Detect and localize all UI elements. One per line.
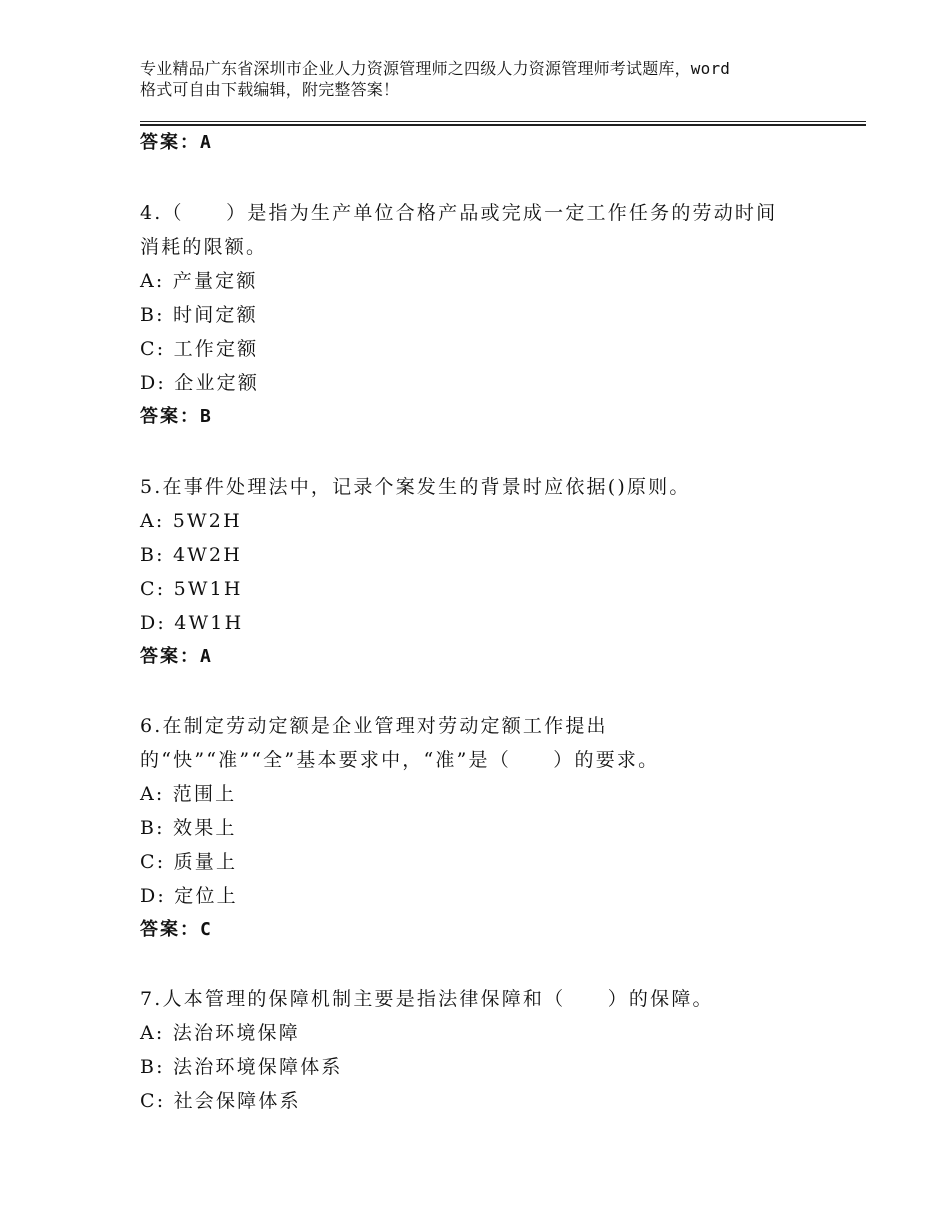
question-6-answer <box>140 918 211 942</box>
question-4-option-a: A: 产量定额 <box>140 270 258 292</box>
answer-value: B <box>200 406 211 427</box>
header-line-2: 格式可自由下载编辑，附完整答案！ <box>140 80 400 99</box>
header-divider <box>140 121 866 126</box>
answer-value: C <box>200 919 211 940</box>
answer-label: 答案： <box>140 132 200 153</box>
answer-value: A <box>200 132 211 153</box>
question-5-option-b: B: 4W2H <box>140 544 243 566</box>
question-4-stem-line-2: 消耗的限额。 <box>140 236 268 258</box>
question-5-stem: 5.在事件处理法中，记录个案发生的背景时应依据()原则。 <box>140 476 691 498</box>
question-4-answer <box>140 405 211 429</box>
question-6-option-a: A: 范围上 <box>140 783 237 805</box>
question-7-option-a: A: 法治环境保障 <box>140 1022 300 1044</box>
question-4-option-b: B: 时间定额 <box>140 304 258 326</box>
answer-label: 答案： <box>140 919 200 940</box>
question-6-option-d: D: 定位上 <box>140 885 238 907</box>
question-5-option-d: D: 4W1H <box>140 612 244 634</box>
question-6-option-c: C: 质量上 <box>140 851 238 873</box>
document-header <box>140 58 830 100</box>
question-6-stem-line-1: 6.在制定劳动定额是企业管理对劳动定额工作提出 <box>140 715 608 737</box>
answer-label: 答案： <box>140 646 200 667</box>
question-5-answer <box>140 645 211 669</box>
question-5-option-c: C: 5W1H <box>140 578 243 600</box>
question-7-stem: 7.人本管理的保障机制主要是指法律保障和（ ）的保障。 <box>140 988 714 1010</box>
question-7-option-c: C: 社会保障体系 <box>140 1090 301 1112</box>
question-5-option-a: A: 5W2H <box>140 510 242 532</box>
question-4-stem-line-1: 4.（ ）是指为生产单位合格产品或完成一定工作任务的劳动时间 <box>140 202 778 224</box>
answer-value: A <box>200 646 211 667</box>
question-6-stem-line-2: 的“快”“准”“全”基本要求中，“准”是（ ）的要求。 <box>140 749 660 771</box>
question-4-option-d: D: 企业定额 <box>140 372 260 394</box>
question-4-option-c: C: 工作定额 <box>140 338 259 360</box>
answer-label: 答案： <box>140 406 200 427</box>
header-line-1: 专业精品广东省深圳市企业人力资源管理师之四级人力资源管理师考试题库，word <box>140 59 731 78</box>
question-7-option-b: B: 法治环境保障体系 <box>140 1056 343 1078</box>
question-6-option-b: B: 效果上 <box>140 817 237 839</box>
answer-previous <box>140 131 211 155</box>
